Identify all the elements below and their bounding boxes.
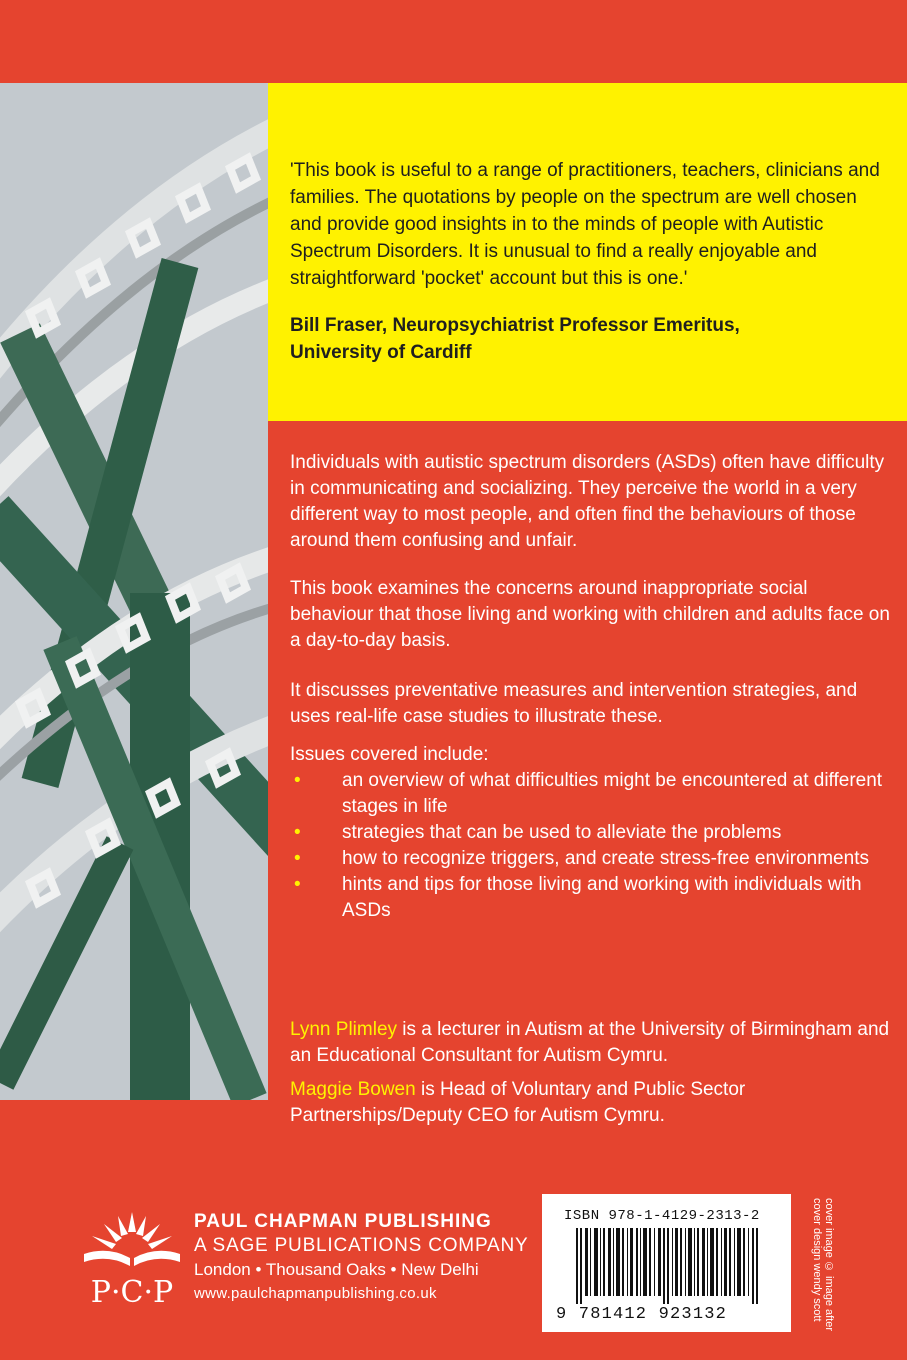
isbn-text: ISBN 978-1-4129-2313-2	[564, 1208, 760, 1224]
publisher-info	[194, 1210, 528, 1306]
attribution-name-title: Bill Fraser, Neuropsychiatrist Professor Emeritus,	[290, 315, 740, 336]
list-item	[290, 820, 890, 846]
author-name: Maggie Bowen	[290, 1079, 416, 1100]
list-item	[290, 768, 890, 820]
description-paragraph-2: This book examines the concerns around inappropriate social behaviour that those living and working with children and adults face on a day-to-day basis.	[290, 578, 890, 651]
bullet-icon: •	[294, 848, 301, 869]
author-bio-text: is Head of Voluntary and Public Sector Partnerships/Deputy CEO for Autism Cymru.	[290, 1079, 746, 1126]
review-quote-panel	[268, 83, 907, 421]
author-bio-text: is a lecturer in Autism at the University of Birmingham and an Educational Consultant for Autism Cymru.	[290, 1019, 890, 1066]
list-item	[290, 846, 890, 872]
isbn-barcode	[542, 1194, 791, 1332]
bullet-icon: •	[294, 874, 301, 895]
review-attribution	[290, 312, 890, 366]
cover-image-credit: cover image © image after	[823, 1198, 835, 1332]
review-quote-text: 'This book is useful to a range of practitioners, teachers, clinicians and families. The quotations by people on the spectrum are well chosen and provide good insights in to the minds of people with Autistic Spectrum Disorders. It is unusual to find a really enjoyable and straightforward 'pocket' account but this is one.'	[290, 160, 880, 289]
list-item	[290, 872, 890, 924]
description-paragraph-3: It discusses preventative measures and intervention strategies, and uses real-life case studies to illustrate these.	[290, 680, 858, 727]
cover-credits	[810, 1198, 840, 1348]
open-book-logo-icon	[78, 1202, 186, 1312]
publisher-url: www.paulchapmanpublishing.co.uk	[194, 1285, 437, 1302]
roller-coaster-illustration	[0, 83, 268, 1100]
cover-design-credit: cover design wendy scott	[811, 1198, 823, 1322]
attribution-affiliation: University of Cardiff	[290, 342, 472, 363]
author-bio-2	[290, 1077, 890, 1129]
bullet-icon: •	[294, 822, 301, 843]
issues-heading: Issues covered include:	[290, 744, 489, 765]
publisher-cities: London • Thousand Oaks • New Delhi	[194, 1260, 479, 1279]
cover-photo-roller-coaster	[0, 83, 268, 1100]
logo-letters: P·C·P	[90, 1275, 174, 1310]
author-bios	[290, 1017, 890, 1126]
list-item-text: strategies that can be used to alleviate the problems	[342, 822, 782, 843]
publisher-name: PAUL CHAPMAN PUBLISHING	[194, 1211, 492, 1232]
barcode-icon	[576, 1228, 766, 1304]
author-name: Lynn Plimley	[290, 1019, 398, 1040]
pcp-logo	[78, 1202, 186, 1312]
barcode-number: 9 781412 923132	[556, 1305, 728, 1324]
list-item-text: hints and tips for those living and working with individuals with ASDs	[342, 874, 862, 921]
author-bio-1	[290, 1017, 890, 1069]
issues-list	[290, 768, 890, 924]
bullet-icon: •	[294, 770, 301, 791]
list-item-text: an overview of what difficulties might be encountered at different stages in life	[342, 770, 883, 817]
publisher-parent: A SAGE PUBLICATIONS COMPANY	[194, 1235, 529, 1256]
list-item-text: how to recognize triggers, and create stress-free environments	[342, 848, 869, 869]
description-paragraph-1: Individuals with autistic spectrum disorders (ASDs) often have difficulty in communicating and socializing. They perceive the world in a very different way to most people, and often find the behaviours of those around them confusing and unfair.	[290, 452, 885, 551]
